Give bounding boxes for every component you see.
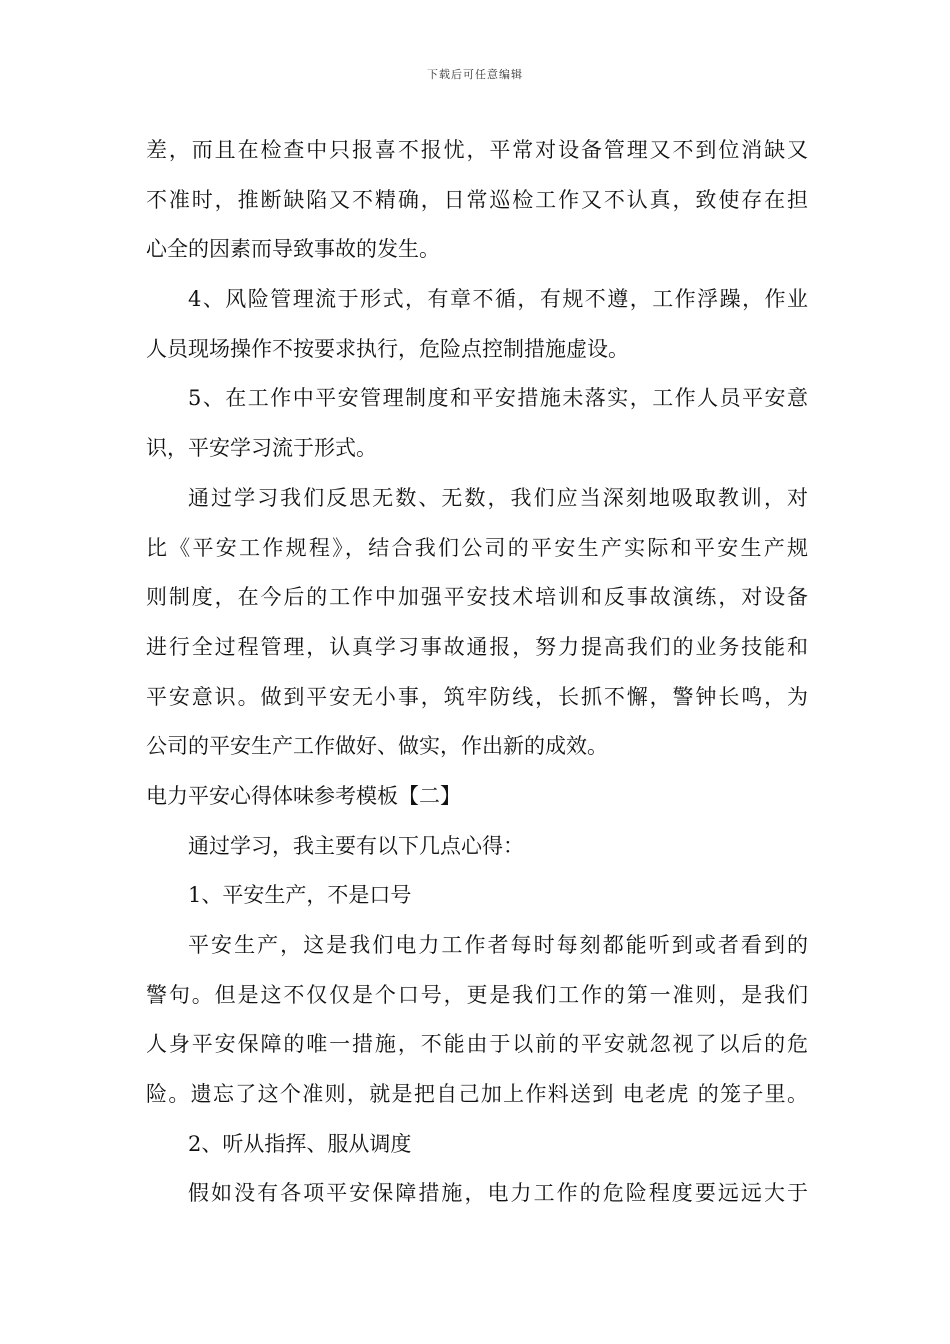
text-line: 心全的因素而导致事故的发生。 [146,237,440,262]
text-line: 假如没有各项平安保障措施，电力工作的危险程度要远远大于 [188,1181,808,1206]
text-line: 平安意识。做到平安无小事，筑牢防线，长抓不懈，警钟长鸣，为 [146,684,808,709]
text-line: 人身平安保障的唯一措施，不能由于以前的平安就忽视了以后的危 [146,1032,808,1057]
text-line: 通过学习，我主要有以下几点心得： [188,833,524,858]
text-line: 4、风险管理流于形式，有章不循，有规不遵，工作浮躁，作业 [188,287,808,312]
page-header: 下载后可任意编辑 [427,68,523,81]
text-line: 电力平安心得体味参考模板【二】 [146,783,461,808]
text-line: 识，平安学习流于形式。 [146,436,377,461]
text-line: 进行全过程管理，认真学习事故通报，努力提高我们的业务技能和 [146,634,808,659]
text-line: 警句。但是这不仅仅是个口号，更是我们工作的第一准则，是我们 [146,982,808,1007]
text-line: 则制度，在今后的工作中加强平安技术培训和反事故演练，对设备 [146,585,808,610]
text-line: 比《平安工作规程》，结合我们公司的平安生产实际和平安生产规 [146,535,808,560]
text-line: 平安生产，这是我们电力工作者每时每刻都能听到或者看到的 [188,933,808,957]
text-line: 不准时，推断缺陷又不精确，日常巡检工作又不认真，致使存在担 [146,187,808,212]
text-line: 1、平安生产，不是口号 [188,883,412,908]
text-line: 险。遗忘了这个准则，就是把自己加上作料送到 电老虎 的笼子里。 [146,1082,808,1107]
document-body [146,126,808,1219]
text-line: 5、在工作中平安管理制度和平安措施未落实，工作人员平安意 [188,386,808,411]
text-line: 人员现场操作不按要求执行，危险点控制措施虚设。 [146,336,629,361]
text-line: 差，而且在检查中只报喜不报忧，平常对设备管理又不到位消缺又 [146,138,808,162]
text-line: 2、听从指挥、服从调度 [188,1131,412,1156]
text-line: 通过学习我们反思无数、无数，我们应当深刻地吸取教训，对 [188,485,808,510]
text-line: 公司的平安生产工作做好、做实，作出新的成效。 [146,734,608,759]
